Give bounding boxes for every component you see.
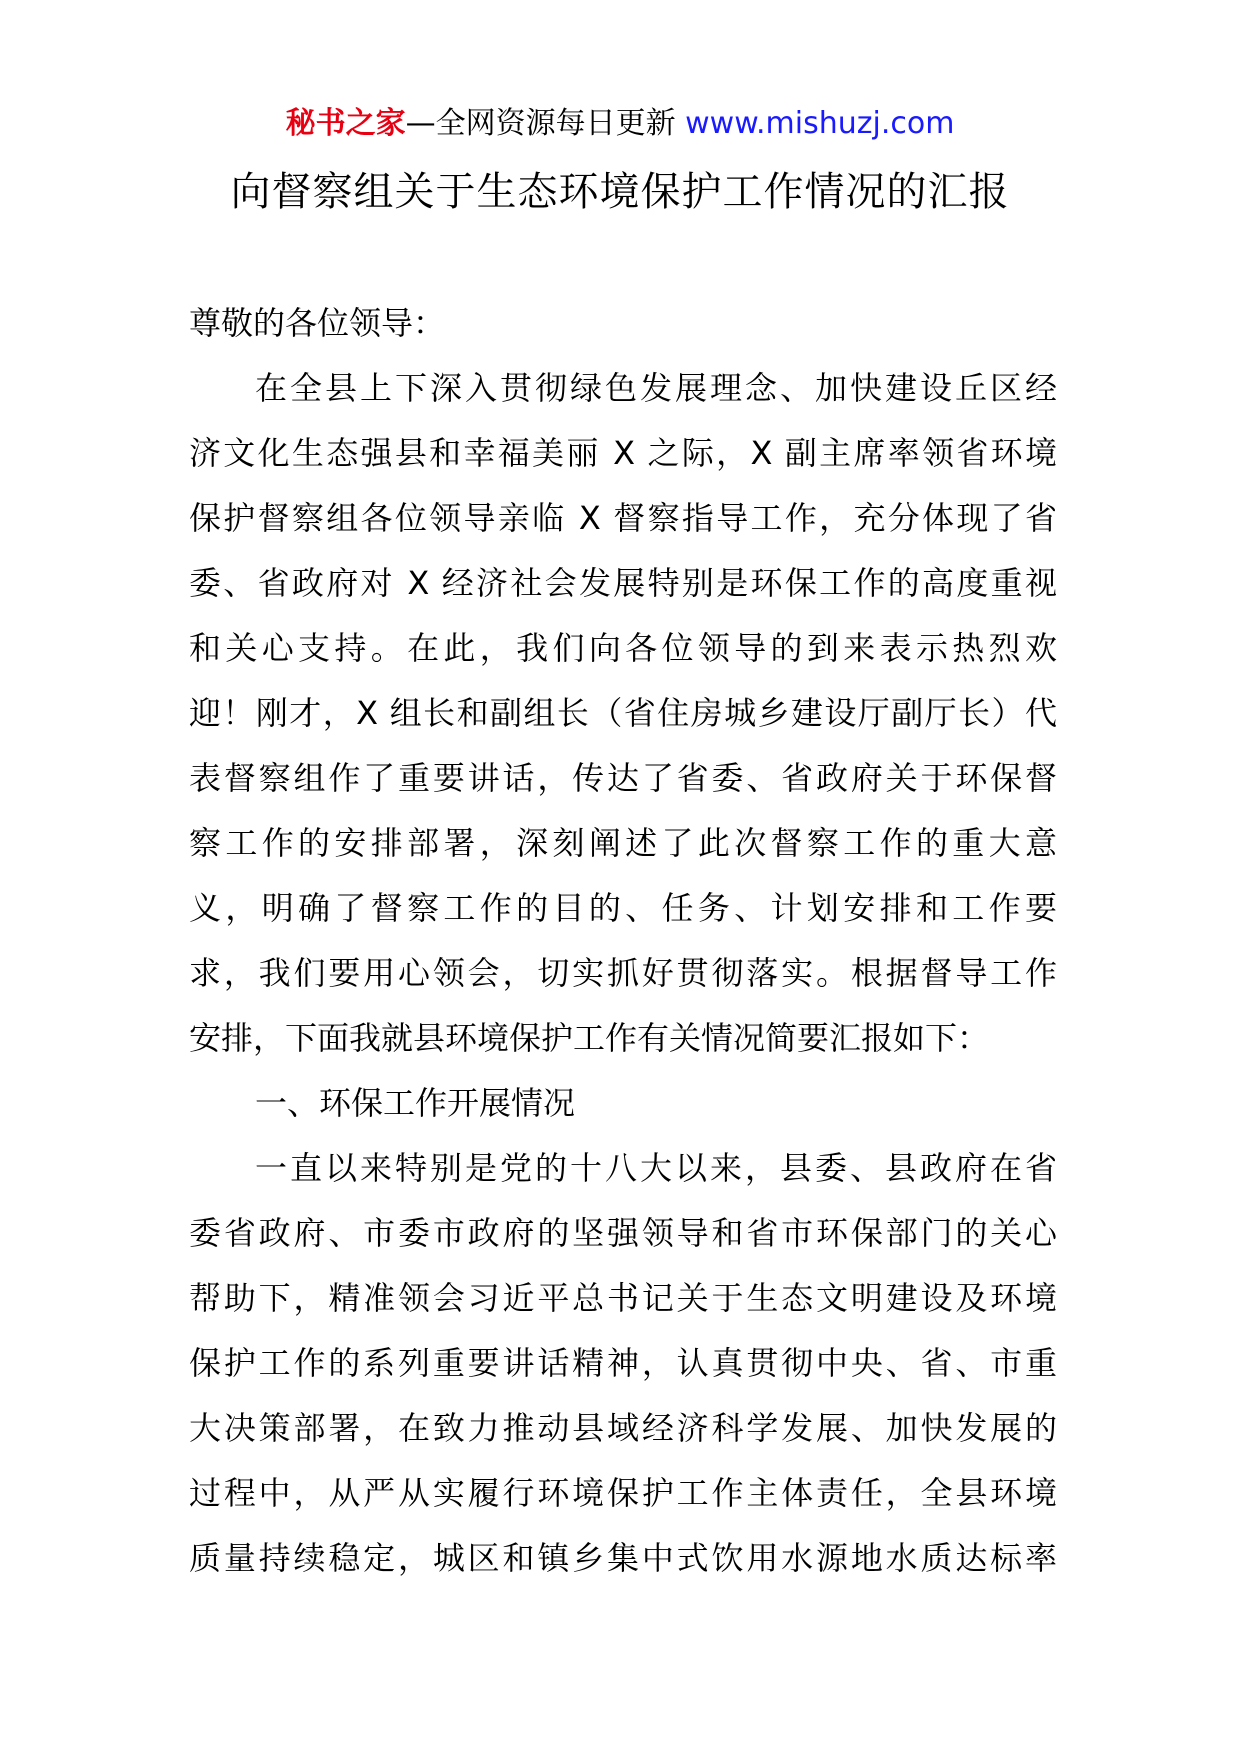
text-line: 过程中，从严从实履行环境保护工作主体责任，全县环境	[189, 1474, 1057, 1512]
text-line: 质量持续稳定，城区和镇乡集中式饮用水源地水质达标率	[189, 1539, 1057, 1577]
document-body	[189, 291, 1057, 1591]
text-line: 求，我们要用心领会，切实抓好贯彻落实。根据督导工作	[189, 954, 1057, 992]
text-line: 和关心支持。在此，我们向各位领导的到来表示热烈欢	[189, 629, 1057, 667]
text-line: 表督察组作了重要讲话，传达了省委、省政府关于环保督	[189, 759, 1057, 797]
text-line: 一、环保工作开展情况	[255, 1084, 576, 1122]
text-line: 义，明确了督察工作的目的、任务、计划安排和工作要	[189, 889, 1057, 927]
text-line: 察工作的安排部署，深刻阐述了此次督察工作的重大意	[189, 824, 1057, 862]
text-line: 委省政府、市委市政府的坚强领导和省市环保部门的关心	[189, 1214, 1057, 1252]
document-title: 向督察组关于生态环境保护工作情况的汇报	[230, 169, 1010, 215]
header-slogan: —全网资源每日更新	[405, 106, 686, 141]
text-line: 大决策部署，在致力推动县域经济科学发展、加快发展的	[189, 1409, 1057, 1447]
text-line: 安排，下面我就县环境保护工作有关情况简要汇报如下：	[189, 1019, 990, 1057]
text-line: 帮助下，精准领会习近平总书记关于生态文明建设及环境	[189, 1279, 1057, 1317]
text-line: 委、省政府对 X 经济社会发展特别是环保工作的高度重视	[189, 564, 1057, 602]
site-link[interactable]: www.mishuzj.com	[685, 106, 955, 141]
text-line: 保护工作的系列重要讲话精神，认真贯彻中央、省、市重	[189, 1344, 1057, 1382]
brand-name: 秘书之家	[285, 106, 406, 141]
text-line: 一直以来特别是党的十八大以来，县委、县政府在省	[255, 1149, 1057, 1187]
text-line: 济文化生态强县和幸福美丽 X 之际，X 副主席率领省环境	[189, 434, 1057, 472]
text-line: 迎！刚才，X 组长和副组长（省住房城乡建设厅副厅长）代	[189, 694, 1057, 732]
header-banner	[0, 100, 1240, 148]
text-line: 保护督察组各位领导亲临 X 督察指导工作，充分体现了省	[189, 499, 1057, 537]
text-line: 在全县上下深入贯彻绿色发展理念、加快建设丘区经	[255, 369, 1057, 407]
text-line: 尊敬的各位领导：	[189, 304, 446, 342]
